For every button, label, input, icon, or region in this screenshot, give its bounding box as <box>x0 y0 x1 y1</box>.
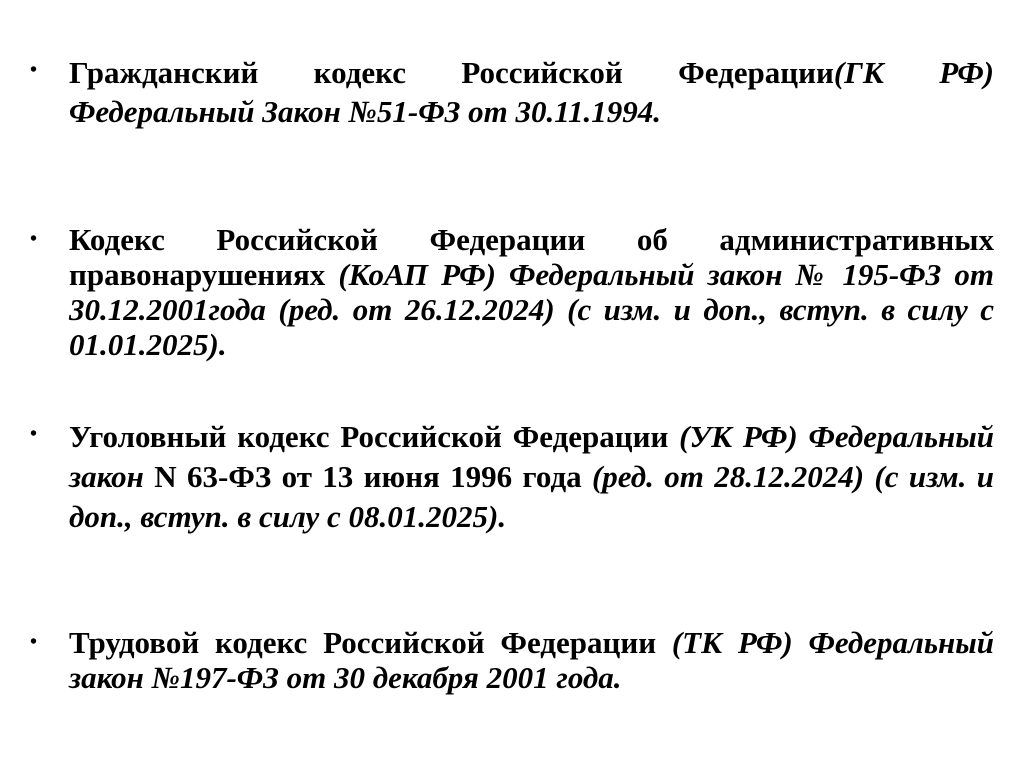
law-reference: (ГК РФ) Федеральный Закон №51-ФЗ от 30.11.1994. <box>69 55 994 129</box>
bullet: • <box>30 631 38 653</box>
law-number-date: N 63-ФЗ от 13 июня 1996 года <box>154 459 592 494</box>
code-name: Гражданский кодекс Российской Федерации <box>69 55 834 90</box>
code-name: Уголовный кодекс Российской Федерации <box>69 419 680 454</box>
list-item-text <box>69 625 994 695</box>
list-item-criminal-code <box>28 417 994 537</box>
bullet: • <box>30 59 38 81</box>
list-item-text <box>69 53 994 131</box>
law-revision: (ред. от 28.12.2024) (с изм. и доп., вступ. в силу с 08.01.2025). <box>69 459 995 534</box>
list-item-civil-code <box>28 53 994 131</box>
code-name: Кодекс Российской Федерации об административных правонарушениях <box>69 222 994 292</box>
bullet: • <box>30 423 38 445</box>
list-item-text <box>69 417 994 537</box>
law-reference: (УК РФ) Федеральный закон <box>69 419 994 494</box>
bullet: • <box>30 228 38 250</box>
law-reference: (КоАП РФ) Федеральный закон № 195-ФЗ от 30.12.2001года (ред. от 26.12.2024) (с изм. и доп., вступ. в силу с 01.01.2025). <box>69 257 994 362</box>
code-name: Трудовой кодекс Российской Федерации <box>69 625 672 660</box>
law-reference: (ТК РФ) Федеральный закон №197-ФЗ от 30 декабря 2001 года. <box>69 625 994 695</box>
list-item-labor-code <box>28 625 994 695</box>
list-item-administrative-code <box>28 222 994 362</box>
list-item-text <box>69 222 994 362</box>
